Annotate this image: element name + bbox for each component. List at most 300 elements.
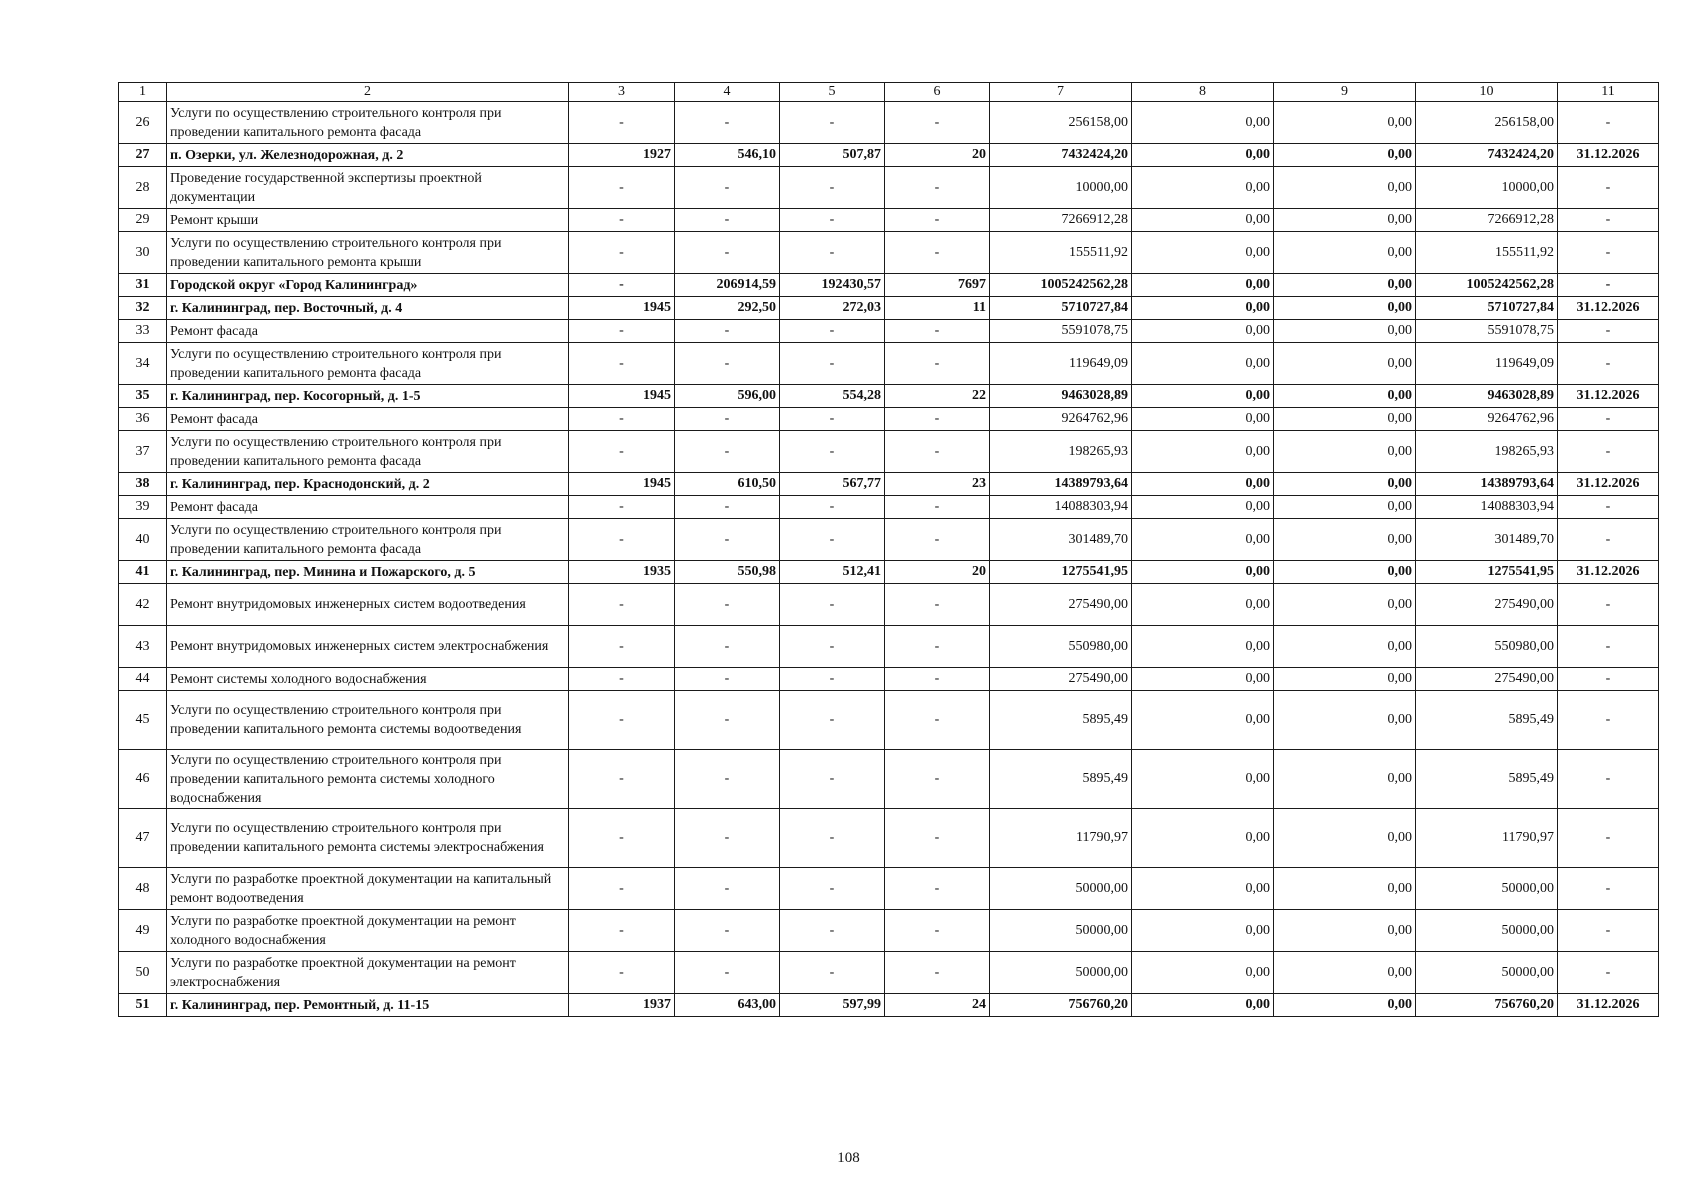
cell-deadline: 31.12.2026 [1558,994,1659,1017]
column-header-6: 6 [885,83,990,102]
cell-deadline: - [1558,274,1659,297]
cell-residents: 11 [885,297,990,320]
cell-item-name: Услуги по осуществлению строительного контроля при проведении капитального ремонта фасада [167,102,569,144]
cell-cost-col-10: 9264762,96 [1416,408,1558,431]
cell-item-name: Услуги по осуществлению строительного контроля при проведении капитального ремонта фасада [167,343,569,385]
cell-cost-col-9: 0,00 [1274,952,1416,994]
cell-residents: - [885,750,990,809]
cell-cost-col-8: 0,00 [1132,209,1274,232]
cell-total-area: 206914,59 [675,274,780,297]
cell-item-name: г. Калининград, пер. Косогорный, д. 1-5 [167,385,569,408]
cell-deadline: - [1558,320,1659,343]
cell-total-area: - [675,668,780,691]
table-row [119,320,1659,343]
cell-deadline: - [1558,868,1659,910]
cell-build-year: - [569,750,675,809]
cell-residents: - [885,868,990,910]
cell-cost-col-8: 0,00 [1132,473,1274,496]
cell-deadline: 31.12.2026 [1558,561,1659,584]
cell-living-area: - [780,668,885,691]
cell-total-area: - [675,691,780,750]
cell-build-year: - [569,496,675,519]
cell-item-name: г. Калининград, пер. Краснодонский, д. 2 [167,473,569,496]
cell-cost-col-8: 0,00 [1132,519,1274,561]
cell-item-name: Ремонт крыши [167,209,569,232]
cell-cost-col-8: 0,00 [1132,385,1274,408]
cell-residents: 7697 [885,274,990,297]
cell-living-area: 507,87 [780,144,885,167]
cell-total-cost: 198265,93 [990,431,1132,473]
cell-total-cost: 7432424,20 [990,144,1132,167]
table-row [119,473,1659,496]
cell-row-number: 41 [119,561,167,584]
table-row [119,232,1659,274]
cell-build-year: - [569,320,675,343]
table-row [119,750,1659,809]
column-header-9: 9 [1274,83,1416,102]
table-body [119,83,1659,1017]
cell-item-name: Проведение государственной экспертизы проектной документации [167,167,569,209]
column-header-7: 7 [990,83,1132,102]
cell-residents: - [885,232,990,274]
cell-build-year: 1935 [569,561,675,584]
cell-deadline: 31.12.2026 [1558,385,1659,408]
cell-cost-col-8: 0,00 [1132,343,1274,385]
cell-row-number: 44 [119,668,167,691]
cell-deadline: - [1558,910,1659,952]
cell-cost-col-9: 0,00 [1274,408,1416,431]
cell-cost-col-10: 10000,00 [1416,167,1558,209]
cell-item-name: Услуги по осуществлению строительного контроля при проведении капитального ремонта системы электроснабжения [167,809,569,868]
cell-item-name: г. Калининград, пер. Восточный, д. 4 [167,297,569,320]
cell-deadline: - [1558,102,1659,144]
cell-row-number: 40 [119,519,167,561]
cell-total-area: - [675,102,780,144]
table-row [119,952,1659,994]
cell-total-cost: 301489,70 [990,519,1132,561]
cell-total-cost: 50000,00 [990,952,1132,994]
cell-item-name: г. Калининград, пер. Минина и Пожарского, д. 5 [167,561,569,584]
cell-total-cost: 5710727,84 [990,297,1132,320]
cell-living-area: - [780,496,885,519]
column-header-8: 8 [1132,83,1274,102]
cell-item-name: г. Калининград, пер. Ремонтный, д. 11-15 [167,994,569,1017]
cell-total-cost: 5895,49 [990,691,1132,750]
cell-cost-col-10: 550980,00 [1416,626,1558,668]
cell-build-year: 1945 [569,473,675,496]
table-row [119,910,1659,952]
cell-cost-col-8: 0,00 [1132,809,1274,868]
cell-build-year: - [569,809,675,868]
cell-cost-col-9: 0,00 [1274,691,1416,750]
cell-cost-col-9: 0,00 [1274,209,1416,232]
cell-deadline: - [1558,408,1659,431]
column-header-11: 11 [1558,83,1659,102]
cell-living-area: 567,77 [780,473,885,496]
cell-build-year: - [569,343,675,385]
cell-cost-col-10: 50000,00 [1416,952,1558,994]
cell-row-number: 42 [119,584,167,626]
table-row [119,691,1659,750]
cell-cost-col-10: 7432424,20 [1416,144,1558,167]
cell-cost-col-10: 256158,00 [1416,102,1558,144]
cell-living-area: - [780,868,885,910]
cell-living-area: - [780,167,885,209]
cell-cost-col-9: 0,00 [1274,473,1416,496]
cell-row-number: 33 [119,320,167,343]
cell-cost-col-10: 301489,70 [1416,519,1558,561]
cell-item-name: Ремонт фасада [167,320,569,343]
cell-total-cost: 155511,92 [990,232,1132,274]
cell-item-name: Ремонт внутридомовых инженерных систем водоотведения [167,584,569,626]
cell-cost-col-8: 0,00 [1132,144,1274,167]
cell-cost-col-9: 0,00 [1274,167,1416,209]
cell-total-cost: 256158,00 [990,102,1132,144]
cell-deadline: 31.12.2026 [1558,144,1659,167]
cell-total-area: - [675,232,780,274]
cell-cost-col-9: 0,00 [1274,274,1416,297]
cell-deadline: 31.12.2026 [1558,473,1659,496]
cell-living-area: - [780,626,885,668]
cell-cost-col-9: 0,00 [1274,584,1416,626]
table-row [119,385,1659,408]
cell-total-cost: 14088303,94 [990,496,1132,519]
cell-total-area: - [675,167,780,209]
cell-living-area: 554,28 [780,385,885,408]
cell-deadline: - [1558,691,1659,750]
cell-total-area: - [675,868,780,910]
cell-deadline: 31.12.2026 [1558,297,1659,320]
cell-cost-col-10: 275490,00 [1416,584,1558,626]
table-row [119,626,1659,668]
cell-cost-col-9: 0,00 [1274,668,1416,691]
cell-item-name: Ремонт системы холодного водоснабжения [167,668,569,691]
cell-build-year: - [569,232,675,274]
cell-total-cost: 275490,00 [990,584,1132,626]
cell-row-number: 39 [119,496,167,519]
cell-total-area: 610,50 [675,473,780,496]
cell-row-number: 27 [119,144,167,167]
table-row [119,431,1659,473]
cell-total-cost: 756760,20 [990,994,1132,1017]
cell-cost-col-9: 0,00 [1274,626,1416,668]
cell-cost-col-9: 0,00 [1274,144,1416,167]
cell-row-number: 36 [119,408,167,431]
cell-item-name: Ремонт фасада [167,408,569,431]
cell-living-area: 272,03 [780,297,885,320]
cell-total-cost: 550980,00 [990,626,1132,668]
cell-residents: - [885,431,990,473]
cell-residents: - [885,167,990,209]
cell-total-area: - [675,626,780,668]
cell-row-number: 35 [119,385,167,408]
cell-item-name: Услуги по осуществлению строительного контроля при проведении капитального ремонта фасада [167,519,569,561]
cell-build-year: 1945 [569,385,675,408]
cell-total-cost: 1005242562,28 [990,274,1132,297]
cell-total-cost: 5895,49 [990,750,1132,809]
cell-living-area: - [780,209,885,232]
cell-build-year: 1937 [569,994,675,1017]
cell-deadline: - [1558,232,1659,274]
cell-cost-col-9: 0,00 [1274,297,1416,320]
cell-total-cost: 9463028,89 [990,385,1132,408]
table-row [119,209,1659,232]
table-row [119,519,1659,561]
cell-cost-col-10: 119649,09 [1416,343,1558,385]
cell-cost-col-10: 1005242562,28 [1416,274,1558,297]
table-row [119,496,1659,519]
cell-row-number: 29 [119,209,167,232]
cell-build-year: - [569,584,675,626]
cell-total-cost: 119649,09 [990,343,1132,385]
table-row [119,868,1659,910]
cell-cost-col-8: 0,00 [1132,167,1274,209]
cell-total-cost: 50000,00 [990,910,1132,952]
cell-cost-col-8: 0,00 [1132,561,1274,584]
page-number: 108 [837,1150,860,1166]
cell-residents: - [885,910,990,952]
cell-total-area: - [675,209,780,232]
cell-cost-col-9: 0,00 [1274,994,1416,1017]
table-row [119,102,1659,144]
cell-cost-col-8: 0,00 [1132,994,1274,1017]
cell-build-year: - [569,626,675,668]
cell-row-number: 46 [119,750,167,809]
cell-item-name: Услуги по разработке проектной документации на ремонт холодного водоснабжения [167,910,569,952]
cell-row-number: 28 [119,167,167,209]
cell-total-area: - [675,519,780,561]
cell-cost-col-9: 0,00 [1274,102,1416,144]
table-row [119,144,1659,167]
cell-residents: 20 [885,144,990,167]
cell-cost-col-10: 275490,00 [1416,668,1558,691]
cell-total-cost: 10000,00 [990,167,1132,209]
cell-living-area: - [780,519,885,561]
cell-cost-col-9: 0,00 [1274,496,1416,519]
table-row [119,274,1659,297]
cell-living-area: 597,99 [780,994,885,1017]
cell-total-area: - [675,910,780,952]
cell-cost-col-10: 5591078,75 [1416,320,1558,343]
cell-cost-col-9: 0,00 [1274,431,1416,473]
cell-living-area: - [780,750,885,809]
cell-cost-col-9: 0,00 [1274,519,1416,561]
cell-total-area: 292,50 [675,297,780,320]
cell-residents: 22 [885,385,990,408]
column-header-1: 1 [119,83,167,102]
cell-living-area: - [780,343,885,385]
cell-cost-col-9: 0,00 [1274,385,1416,408]
cell-cost-col-9: 0,00 [1274,809,1416,868]
cell-total-area: - [675,584,780,626]
cell-deadline: - [1558,209,1659,232]
cell-item-name: Городской округ «Город Калининград» [167,274,569,297]
column-header-4: 4 [675,83,780,102]
cell-deadline: - [1558,809,1659,868]
cell-living-area: - [780,809,885,868]
cell-residents: - [885,519,990,561]
cell-cost-col-10: 7266912,28 [1416,209,1558,232]
cell-build-year: - [569,431,675,473]
column-header-10: 10 [1416,83,1558,102]
cell-cost-col-10: 50000,00 [1416,910,1558,952]
cell-cost-col-8: 0,00 [1132,668,1274,691]
cell-total-area: - [675,750,780,809]
cell-total-area: - [675,431,780,473]
cell-row-number: 26 [119,102,167,144]
cell-living-area: - [780,408,885,431]
cell-item-name: Услуги по разработке проектной документации на ремонт электроснабжения [167,952,569,994]
table-row [119,809,1659,868]
cell-build-year: - [569,868,675,910]
cell-cost-col-10: 50000,00 [1416,868,1558,910]
cell-cost-col-9: 0,00 [1274,868,1416,910]
capital-repair-table [118,82,1659,1017]
cell-living-area: - [780,320,885,343]
cell-cost-col-8: 0,00 [1132,431,1274,473]
cell-deadline: - [1558,584,1659,626]
cell-build-year: - [569,102,675,144]
cell-deadline: - [1558,750,1659,809]
cell-residents: - [885,102,990,144]
cell-residents: - [885,320,990,343]
cell-deadline: - [1558,952,1659,994]
cell-cost-col-8: 0,00 [1132,691,1274,750]
table-row [119,343,1659,385]
cell-total-cost: 7266912,28 [990,209,1132,232]
cell-cost-col-10: 11790,97 [1416,809,1558,868]
cell-cost-col-8: 0,00 [1132,408,1274,431]
cell-build-year: - [569,952,675,994]
cell-row-number: 50 [119,952,167,994]
cell-cost-col-8: 0,00 [1132,626,1274,668]
cell-row-number: 45 [119,691,167,750]
cell-residents: - [885,408,990,431]
cell-living-area: 192430,57 [780,274,885,297]
cell-residents: 20 [885,561,990,584]
cell-deadline: - [1558,626,1659,668]
cell-cost-col-10: 14389793,64 [1416,473,1558,496]
cell-total-cost: 1275541,95 [990,561,1132,584]
table-row [119,584,1659,626]
cell-living-area: 512,41 [780,561,885,584]
cell-residents: - [885,584,990,626]
cell-build-year: - [569,274,675,297]
cell-living-area: - [780,584,885,626]
cell-residents: - [885,343,990,385]
cell-item-name: Услуги по осуществлению строительного контроля при проведении капитального ремонта системы водоотведения [167,691,569,750]
cell-residents: - [885,626,990,668]
cell-cost-col-9: 0,00 [1274,561,1416,584]
cell-cost-col-8: 0,00 [1132,496,1274,519]
cell-cost-col-8: 0,00 [1132,750,1274,809]
cell-cost-col-9: 0,00 [1274,750,1416,809]
cell-row-number: 30 [119,232,167,274]
cell-build-year: 1945 [569,297,675,320]
cell-total-cost: 9264762,96 [990,408,1132,431]
cell-item-name: п. Озерки, ул. Железнодорожная, д. 2 [167,144,569,167]
cell-cost-col-10: 198265,93 [1416,431,1558,473]
table-row [119,408,1659,431]
cell-build-year: - [569,209,675,232]
cell-row-number: 48 [119,868,167,910]
cell-cost-col-8: 0,00 [1132,952,1274,994]
cell-cost-col-8: 0,00 [1132,910,1274,952]
cell-build-year: 1927 [569,144,675,167]
cell-total-area: 643,00 [675,994,780,1017]
cell-living-area: - [780,232,885,274]
cell-cost-col-8: 0,00 [1132,320,1274,343]
cell-build-year: - [569,519,675,561]
table-row [119,668,1659,691]
column-header-2: 2 [167,83,569,102]
cell-build-year: - [569,691,675,750]
cell-total-cost: 14389793,64 [990,473,1132,496]
cell-row-number: 31 [119,274,167,297]
cell-row-number: 32 [119,297,167,320]
cell-deadline: - [1558,431,1659,473]
cell-residents: 24 [885,994,990,1017]
cell-item-name: Услуги по разработке проектной документации на капитальный ремонт водоотведения [167,868,569,910]
cell-total-area: - [675,809,780,868]
cell-item-name: Ремонт внутридомовых инженерных систем электроснабжения [167,626,569,668]
cell-item-name: Услуги по осуществлению строительного контроля при проведении капитального ремонта крыши [167,232,569,274]
cell-cost-col-8: 0,00 [1132,274,1274,297]
cell-row-number: 51 [119,994,167,1017]
table-row [119,561,1659,584]
cell-total-area: - [675,952,780,994]
cell-cost-col-10: 1275541,95 [1416,561,1558,584]
cell-total-cost: 50000,00 [990,868,1132,910]
cell-cost-col-10: 155511,92 [1416,232,1558,274]
cell-deadline: - [1558,343,1659,385]
cell-residents: - [885,691,990,750]
cell-total-area: - [675,408,780,431]
cell-residents: - [885,809,990,868]
cell-build-year: - [569,668,675,691]
cell-cost-col-10: 5710727,84 [1416,297,1558,320]
cell-row-number: 37 [119,431,167,473]
cell-total-area: 596,00 [675,385,780,408]
cell-cost-col-10: 14088303,94 [1416,496,1558,519]
cell-living-area: - [780,910,885,952]
cell-total-cost: 5591078,75 [990,320,1132,343]
cell-row-number: 49 [119,910,167,952]
cell-living-area: - [780,102,885,144]
column-header-5: 5 [780,83,885,102]
cell-residents: - [885,668,990,691]
cell-cost-col-10: 5895,49 [1416,750,1558,809]
cell-total-cost: 275490,00 [990,668,1132,691]
cell-cost-col-9: 0,00 [1274,320,1416,343]
cell-total-area: 546,10 [675,144,780,167]
cell-residents: - [885,496,990,519]
cell-cost-col-9: 0,00 [1274,910,1416,952]
cell-living-area: - [780,952,885,994]
table-row [119,297,1659,320]
cell-total-area: - [675,320,780,343]
table-row [119,167,1659,209]
cell-cost-col-8: 0,00 [1132,232,1274,274]
cell-row-number: 34 [119,343,167,385]
cell-total-area: - [675,343,780,385]
table-row [119,994,1659,1017]
cell-cost-col-9: 0,00 [1274,232,1416,274]
cell-residents: - [885,952,990,994]
cell-row-number: 47 [119,809,167,868]
cell-cost-col-9: 0,00 [1274,343,1416,385]
cell-residents: 23 [885,473,990,496]
